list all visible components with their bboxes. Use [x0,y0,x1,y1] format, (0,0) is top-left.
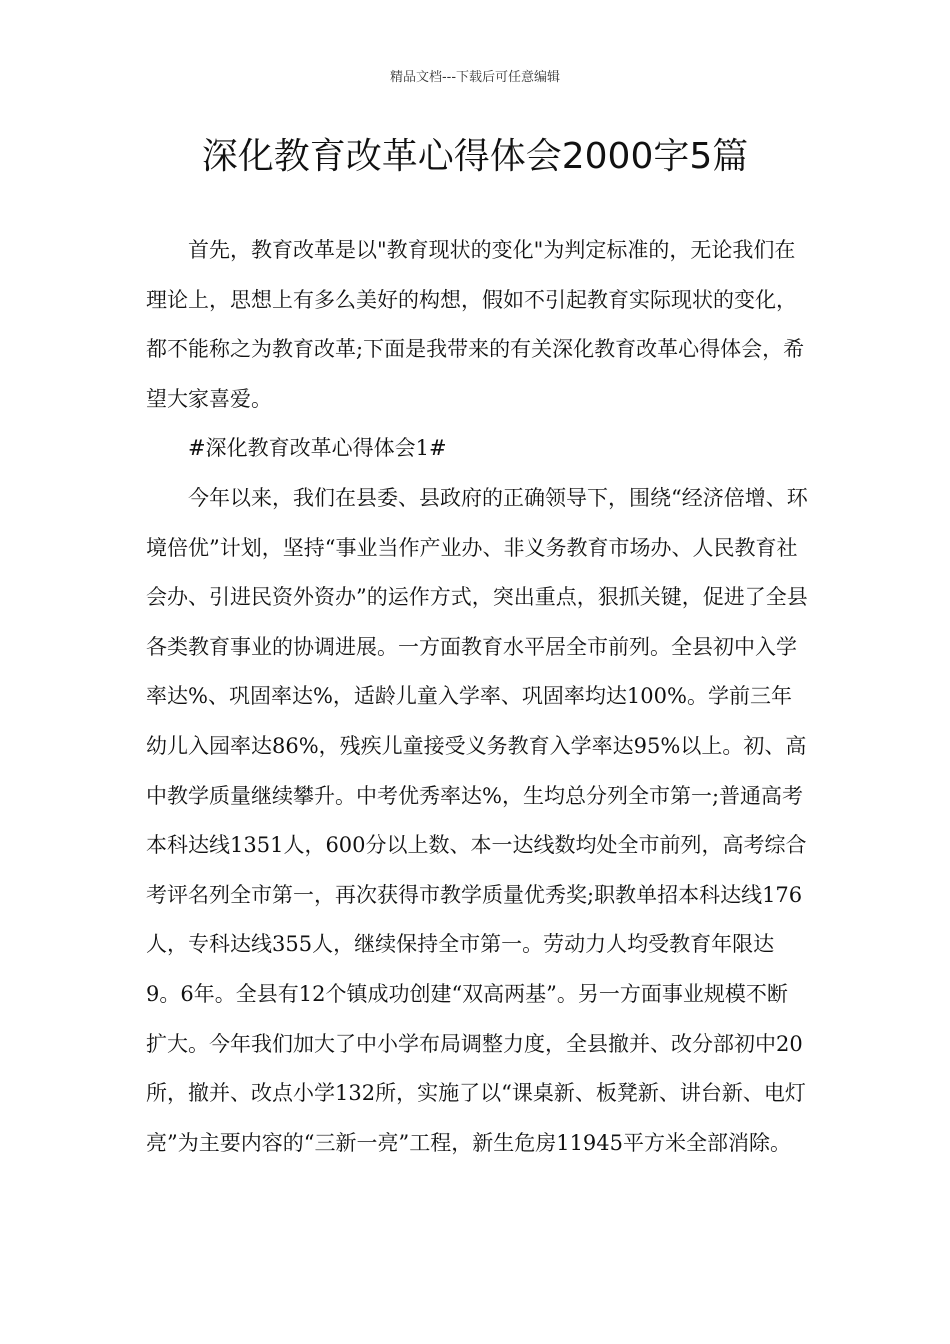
document-title: 深化教育改革心得体会2000字5篇 [201,136,749,177]
section-heading: #深化教育改革心得体会1# [188,436,447,461]
body-paragraph: 今年以来，我们在县委、县政府的正确领导下，围绕“经济倍增、环境倍优”计划，坚持“事业当作产业办、非义务教育市场办、人民教育社会办、引进民资外资办”的运作方式，突出重点，狠抓关键，促进了全县各类教育事业的协调进展。一方面教育水平居全市前列。全县初中入学率达%、巩固率达%，适龄儿童入学率、巩固率均达100%。学前三年幼儿入园率达86%，残疾儿童接受义务教育入学率达95%以上。初、高中教学质量继续攀升。中考优秀率达%，生均总分列全市第一;普通高考本科达线1351人，600分以上数、本一达线数均处全市前列，高考综合考评名列全市第一，再次获得市教学质量优秀奖;职教单招本科达线176人，专科达线355人，继续保持全市第一。劳动力人均受教育年限达9。6年。全县有12个镇成功创建“双高两基”。另一方面事业规模不断扩大。今年我们加大了中小学布局调整力度，全县撤并、改分部初中20所，撤并、改点小学132所，实施了以“课桌新、板凳新、讲台新、电灯亮”为主要内容的“三新一亮”工程，新生危房11945平方米全部消除。 [146,485,808,1155]
header-note: 精品文档---下载后可任意编辑 [389,70,561,85]
document-body [146,226,808,1168]
intro-paragraph: 首先，教育改革是以"教育现状的变化"为判定标准的，无论我们在理论上，思想上有多么美好的构想，假如不引起教育实际现状的变化，都不能称之为教育改革;下面是我带来的有关深化教育改革心得体会，希望大家喜爱。 [146,238,805,411]
